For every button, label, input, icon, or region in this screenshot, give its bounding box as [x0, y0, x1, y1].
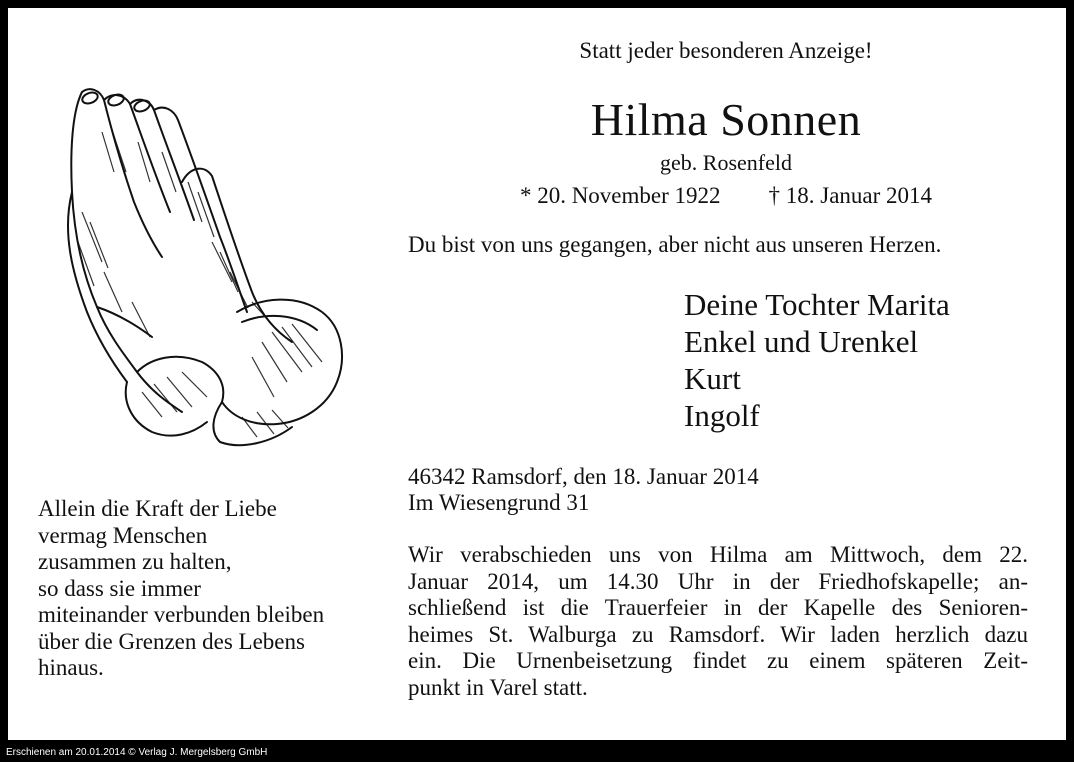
motto: Du bist von uns gegangen, aber nicht aus unseren Herzen.	[408, 232, 942, 257]
poem-line: über die Grenzen des Lebens	[38, 628, 305, 654]
mourners-list	[684, 286, 950, 434]
poem-line: zusammen zu halten,	[38, 549, 232, 574]
poem-line: miteinander verbunden bleiben	[38, 602, 325, 627]
poem-line: Allein die Kraft der Liebe	[38, 496, 277, 521]
deceased-name: Hilma Sonnen	[590, 94, 862, 145]
poem-line: hinaus.	[38, 655, 104, 680]
obituary-notice	[8, 8, 1066, 740]
mourner: Ingolf	[684, 398, 760, 433]
place-date: 46342 Ramsdorf, den 18. Januar 2014	[408, 464, 759, 489]
notice-heading: Statt jeder besonderen Anzeige!	[579, 38, 873, 63]
publisher-footer: Erschienen am 20.01.2014 © Verlag J. Mergelsberg GmbH	[6, 747, 268, 758]
death-date: † 18. Januar 2014	[768, 183, 933, 208]
memorial-poem	[38, 496, 324, 682]
poem-line: vermag Menschen	[38, 522, 208, 548]
address-block	[408, 464, 759, 516]
life-dates	[408, 183, 1044, 209]
service-line: punkt in Varel statt.	[408, 674, 588, 700]
service-line: ein. Die Urnenbeisetzung findet zu einem späteren Zeit-	[408, 648, 1028, 673]
service-line: Januar 2014, um 14.30 Uhr in der Friedhofskapelle; an-	[408, 568, 1028, 594]
praying-hands-icon	[42, 72, 362, 452]
service-line: heimes St. Walburga zu Ramsdorf. Wir laden herzlich dazu	[408, 621, 1028, 647]
birth-date: * 20. November 1922	[519, 183, 721, 208]
mourner: Deine Tochter Marita	[684, 287, 950, 322]
service-announcement	[408, 542, 1028, 701]
service-line: schließend ist die Trauerfeier in der Kapelle des Senioren-	[408, 595, 1028, 620]
maiden-name: geb. Rosenfeld	[660, 150, 792, 175]
mourner: Kurt	[684, 361, 741, 396]
mourner: Enkel und Urenkel	[684, 324, 919, 359]
poem-line: so dass sie immer	[38, 575, 201, 601]
service-line: Wir verabschieden uns von Hilma am Mittwoch, dem 22.	[408, 542, 1028, 567]
street-address: Im Wiesengrund 31	[408, 490, 590, 515]
